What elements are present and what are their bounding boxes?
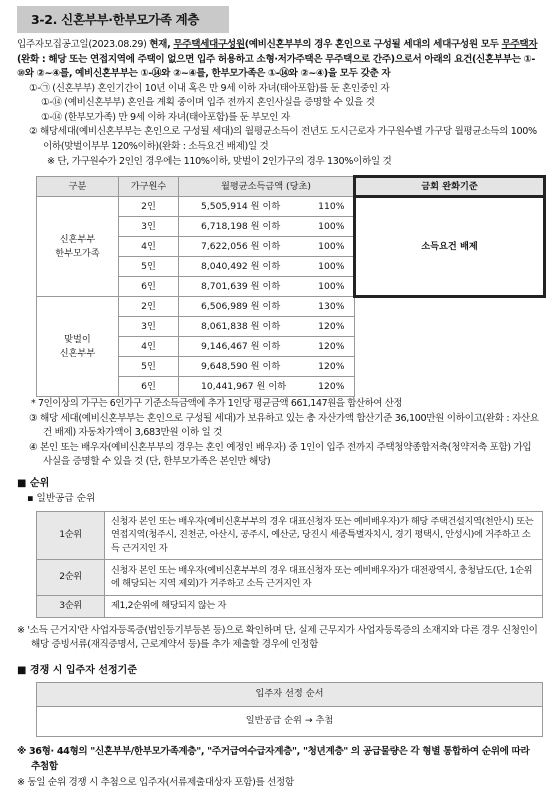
condition-2-note: ※ 단, 가구원수가 2인인 경우에는 110%이하, 맞벌이 2인가구의 경우 130%이하일 것 xyxy=(47,155,392,167)
income-amount-cell: 6,506,989 원 이하 xyxy=(179,297,319,317)
rank-row: 3순위 제1,2순위에 해당되지 않는 자 xyxy=(37,595,543,617)
condition-2-income: ② 해당세대(예비신혼부부는 혼인으로 구성될 세대)의 월평균소득이 전년도 도시근로자 가구원수별 가구당 월평균소득의 100%이하(맞벌이부부 120%이하)(완화 : 소득요건 배제)일 것 xyxy=(29,126,537,153)
income-base-note: ※ '소득 근거지'란 사업자등록증(법인등기부등본 등)으로 확인하며 단, 실제 근무지가 사업자등록증의 소재지와 다른 경우 신청인이 해당 증빙서류(재직증명서, 근로계약서 등)를 추가 제출할 경우에 인정함 xyxy=(17,624,538,651)
group-label: 신혼부부 한부모가족 xyxy=(37,197,119,297)
col-category: 구분 xyxy=(37,177,119,197)
income-percent-cell: 100% xyxy=(318,257,354,277)
group-label: 맞벌이 신혼부부 xyxy=(37,297,119,397)
household-size-cell: 5인 xyxy=(119,257,179,277)
income-amount-cell: 9,146,467 원 이하 xyxy=(179,337,319,357)
income-percent-cell: 100% xyxy=(318,277,354,297)
table-footnote: * 7인이상의 가구는 6인가구 기준소득금액에 추가 1인당 평균금액 661,147원을 합산하여 산정 xyxy=(31,398,403,410)
income-amount-cell: 7,622,056 원 이하 xyxy=(179,237,319,257)
income-percent-cell: 100% xyxy=(318,217,354,237)
household-size-cell: 2인 xyxy=(119,297,179,317)
rank-subheading: ▪ 일반공급 순위 xyxy=(27,493,96,504)
condition-3-assets: ③ 해당 세대(예비신혼부부는 혼인으로 구성될 세대)가 보유하고 있는 총 자산가액 합산기준 36,100만원 이하이고(완화 : 자산요건 배제) 자동차가액이 3,683만원 이하 일 것 xyxy=(29,412,539,439)
selection-table xyxy=(36,682,543,737)
condition-1-engaged: ①-⑭ (예비신혼부부) 혼인을 계획 중이며 입주 전까지 혼인사실을 증명할 수 있을 것 xyxy=(41,97,375,109)
income-amount-cell: 10,441,967 원 이하 xyxy=(179,377,319,397)
income-amount-cell: 5,505,914 원 이하 xyxy=(179,197,319,217)
household-size-cell: 6인 xyxy=(119,377,179,397)
condition-1-single-parent: ①-⑭ (한부모가족) 만 9세 이하 자녀(태아포함)를 둔 부모인 자 xyxy=(41,111,290,123)
household-size-cell: 4인 xyxy=(119,337,179,357)
household-size-cell: 4인 xyxy=(119,237,179,257)
income-amount-cell: 8,061,838 원 이하 xyxy=(179,317,319,337)
income-percent-cell: 120% xyxy=(318,357,354,377)
income-amount-cell: 6,718,198 원 이하 xyxy=(179,217,319,237)
household-size-cell: 5인 xyxy=(119,357,179,377)
rank-row: 1순위 신청자 본인 또는 배우자(예비신혼부부의 경우 대표신청자 또는 예비배우자)가 해당 주택건설지역(천안시) 또는 연접지역(청주시, 진천군, 아산시, 공주시, 예산군, 당진시 세종특별자치시, 경기 평택시, 안성시)에 거주하고 소득 근거지인 자 xyxy=(37,511,543,559)
selection-header: 입주자 선정 순서 xyxy=(37,682,543,706)
household-size-cell: 2인 xyxy=(119,197,179,217)
rank-row: 2순위 신청자 본인 또는 배우자(예비신혼부부의 경우 대표신청자 또는 예비배우자)가 대전광역시, 충청남도(단, 1순위에 해당되는 지역 제외)가 거주하고 소득 근거지인 자 xyxy=(37,559,543,595)
income-row xyxy=(37,197,545,217)
condition-1-newlywed: ①-㉠ (신혼부부) 혼인기간이 10년 이내 혹은 만 9세 이하 자녀(태아포함)를 둔 혼인중인 자 xyxy=(29,82,390,94)
income-row xyxy=(37,297,545,317)
income-percent-cell: 120% xyxy=(318,337,354,357)
section-title: 3-2. 신혼부부·한부모가족 계층 xyxy=(17,6,229,33)
intro-paragraph: 입주자모집공고일(2023.08.29) 현재, 무주택세대구성원(예비신혼부부의 경우 혼인으로 구성될 세대의 세대구성원 모두 무주택자(완화 : 해당 또는 연접지역에 주택이 없으면 입주 허용하고 소형·저가주택은 무주택으로 간주)으로서 아래의 요건(신혼부부는 ①-⑩와 ②~④를, 예비신혼부부는 ①-⑭와 ②~④를, 한부모가족은 ①-⑭와 ②~④)을 모두 갖춘 자 xyxy=(17,39,538,80)
selection-heading: ■ 경쟁 시 입주자 선정기준 xyxy=(17,664,137,676)
income-percent-cell: 120% xyxy=(318,317,354,337)
condition-4-savings: ④ 본인 또는 배우자(예비신혼부부의 경우는 혼인 예정인 배우자) 중 1인이 입주 전까지 주택청약종합저축(청약저축 포함) 가입사실을 증명할 수 있을 것 (단, 한부모가족은 본인만 해당) xyxy=(29,441,532,468)
income-table xyxy=(36,175,546,397)
relaxed-standard-cell: 소득요건 배제 xyxy=(355,197,545,297)
income-amount-cell: 8,701,639 원 이하 xyxy=(179,277,319,297)
income-percent-cell: 130% xyxy=(318,297,354,317)
supply-note: ※ 36형· 44형의 "신혼부부/한부모가족계층", "주거급여수급자계층", "청년계층" 의 공급물량은 각 형별 통합하여 순위에 따라 추첨함 xyxy=(17,745,530,772)
income-percent-cell: 120% xyxy=(318,377,354,397)
income-percent-cell: 100% xyxy=(318,237,354,257)
household-size-cell: 3인 xyxy=(119,317,179,337)
household-size-cell: 3인 xyxy=(119,217,179,237)
income-amount-cell: 9,648,590 원 이하 xyxy=(179,357,319,377)
selection-value: 일반공급 순위 → 추첨 xyxy=(37,706,543,736)
rank-heading: ■ 순위 xyxy=(17,477,50,489)
income-percent-cell: 110% xyxy=(318,197,354,217)
income-amount-cell: 8,040,492 원 이하 xyxy=(179,257,319,277)
rank-table xyxy=(36,511,543,618)
household-size-cell: 6인 xyxy=(119,277,179,297)
col-income: 월평균소득금액 (당초) xyxy=(179,177,355,197)
lottery-note: ※ 동일 순위 경쟁 시 추첨으로 입주자(서류제출대상자 포함)를 선정함 xyxy=(17,777,294,789)
col-household-size: 가구원수 xyxy=(119,177,179,197)
col-relaxed-standard: 금회 완화기준 xyxy=(355,177,545,197)
